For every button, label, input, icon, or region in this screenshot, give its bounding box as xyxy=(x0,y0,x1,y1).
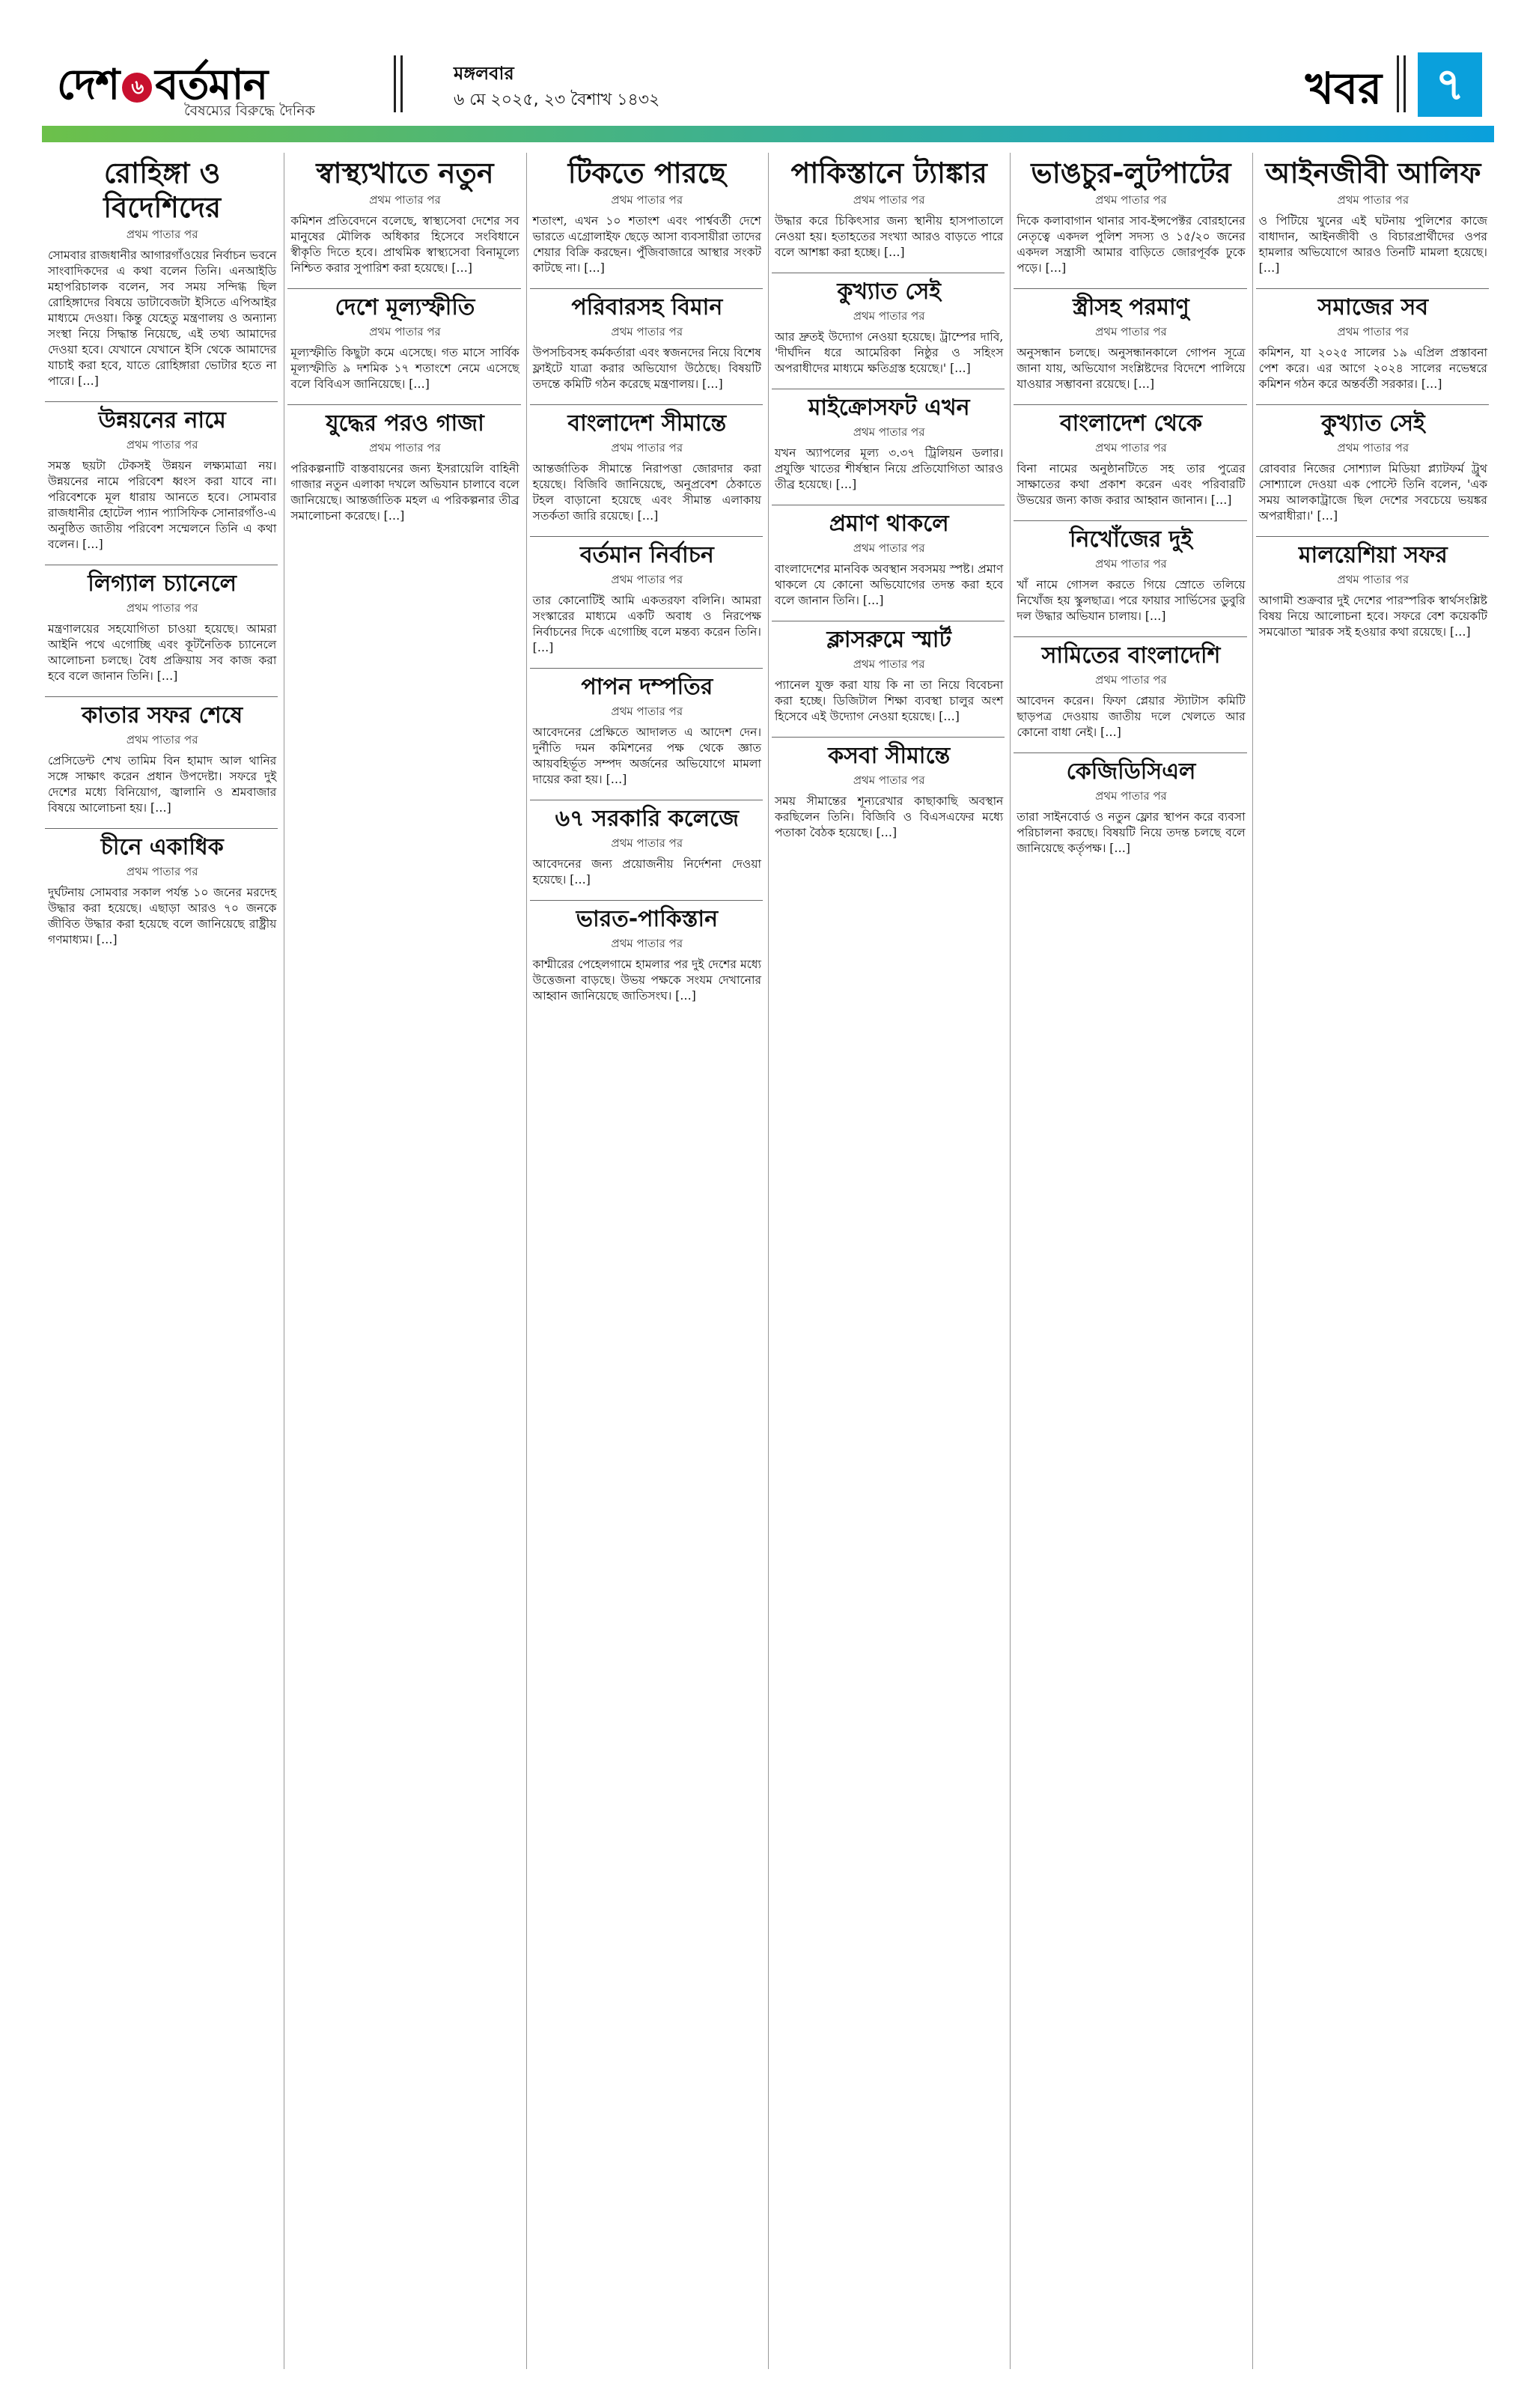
story-divider xyxy=(1256,404,1489,405)
dateline-date: ৬ মে ২০২৫, ২৩ বৈশাখ ১৪৩২ xyxy=(454,91,660,109)
news-story xyxy=(1253,410,1492,532)
story-body: উপসচিবসহ কর্মকর্তারা এবং স্বজনদের নিয়ে বিশেষ ফ্লাইটে যাত্রা করার অভিযোগ উঠেছে। বিষয়টি তদন্তে কমিটি গঠন করেছে মন্ত্রণালয়। […] xyxy=(532,346,761,391)
story-headline: মালয়েশিয়া সফর xyxy=(1298,542,1448,568)
story-divider xyxy=(45,401,278,402)
news-story xyxy=(284,294,523,400)
story-continued-label: প্রথম পাতার পর xyxy=(1337,193,1409,207)
story-body: তার কোনোটিই আমি একতরফা বলিনি। আমরা সংস্কারের মাধ্যমে একটি অবাধ ও নিরপেক্ষ নির্বাচনের দিকে এগোচ্ছি বলে মন্তব্য করেন তিনি। […] xyxy=(532,594,761,654)
news-story xyxy=(769,626,1008,732)
news-story xyxy=(1011,758,1249,864)
story-continued-label: প্রথম পাতার পর xyxy=(1095,673,1167,687)
story-headline: সমাজের সব xyxy=(1317,294,1429,320)
story-continued-label: প্রথম পাতার পর xyxy=(853,193,925,207)
story-body: বাংলাদেশের মানবিক অবস্থান সবসময় স্পষ্ট। প্রমাণ থাকলে যে কোনো অভিযোগের তদন্ত করা হবে বলে জানান তিনি। […] xyxy=(774,562,1004,607)
story-divider xyxy=(1014,636,1246,637)
story-continued-label: প্রথম পাতার পর xyxy=(853,773,925,787)
news-story xyxy=(527,905,766,1012)
story-divider xyxy=(1014,404,1246,405)
logo-mark-icon: ৬ xyxy=(122,73,152,103)
story-continued-label: প্রথম পাতার পর xyxy=(611,705,683,718)
news-story xyxy=(42,702,281,824)
story-continued-label: প্রথম পাতার পর xyxy=(853,657,925,671)
news-story xyxy=(1011,642,1249,748)
news-story xyxy=(42,407,281,560)
news-story xyxy=(527,805,766,896)
news-story xyxy=(769,156,1008,268)
news-story xyxy=(527,294,766,400)
newspaper-page xyxy=(42,42,1494,2371)
story-continued-label: প্রথম পাতার পর xyxy=(611,937,683,950)
story-body: কমিশন প্রতিবেদনে বলেছে, স্বাস্থ্যসেবা দেশের সব মানুষের মৌলিক অধিকার হিসেবে সংবিধানে স্বীকৃতি দিতে হবে। প্রাথমিক স্বাস্থ্যসেবা বিনামূল্যে নিশ্চিত করার সুপারিশ করা হয়েছে। […] xyxy=(290,214,519,275)
news-column-4 xyxy=(768,153,1008,2369)
masthead-color-bar xyxy=(42,126,1494,142)
news-story xyxy=(284,156,523,284)
story-body: উদ্ধার করে চিকিৎসার জন্য স্থানীয় হাসপাতালে নেওয়া হয়। হতাহতের সংখ্যা আরও বাড়তে পারে বলে আশঙ্কা করা হচ্ছে। […] xyxy=(774,214,1004,259)
story-headline: কাতার সফর শেষে xyxy=(82,702,243,729)
story-body: অনুসন্ধান চলছে। অনুসন্ধানকালে গোপন সূত্রে জানা যায়, অভিযোগ সংশ্লিষ্টদের বিদেশে পালিয়ে যাওয়ার সম্ভাবনা রয়েছে। […] xyxy=(1017,346,1246,391)
story-divider xyxy=(1014,752,1246,753)
story-headline: আইনজীবী আলিফ xyxy=(1265,156,1481,189)
story-headline: ভাঙচুর-লুটপাটের xyxy=(1031,156,1231,189)
story-headline: প্রমাণ থাকলে xyxy=(829,511,949,537)
story-headline: ৬৭ সরকারি কলেজে xyxy=(555,806,739,832)
story-body: মন্ত্রণালয়ের সহযোগিতা চাওয়া হয়েছে। আমরা আইনি পথে এগোচ্ছি এবং কূটনৈতিক চ্যানেলে আলোচনা চলছে। বৈধ প্রক্রিয়ায় সব কাজ করা হবে বলে জানান তিনি। […] xyxy=(48,622,277,683)
news-story xyxy=(527,673,766,795)
news-story xyxy=(527,410,766,532)
story-divider xyxy=(530,536,763,537)
story-body: শতাংশ, এখন ১০ শতাংশ এবং পার্শ্ববর্তী দেশে ভারতে এগ্রোলাইফ ছেড়ে আসা ব্যবসায়ীরা তাদের শেয়ার বিক্রি করছেন। পুঁজিবাজারে আস্থার সংকট কাটছে না। […] xyxy=(532,214,761,275)
story-body: আবেদনের প্রেক্ষিতে আদালত এ আদেশ দেন। দুর্নীতি দমন কমিশনের পক্ষ থেকে জ্ঞাত আয়বহির্ভূত সম্পদ অর্জনের অভিযোগে মামলা দায়ের করা হয়। […] xyxy=(532,726,761,786)
story-body: আর দ্রুতই উদ্যোগ নেওয়া হয়েছে। ট্রাম্পের দাবি, 'দীর্ঘদিন ধরে আমেরিকা নিষ্ঠুর ও সহিংস অপরাধীদের মাধ্যমে ক্ষতিগ্রস্ত হয়েছে।' […] xyxy=(774,330,1004,375)
story-continued-label: প্রথম পাতার পর xyxy=(853,425,925,439)
story-divider xyxy=(1256,536,1489,537)
story-divider xyxy=(45,696,278,697)
story-body: আগামী শুক্রবার দুই দেশের পারস্পরিক স্বার্থসংশ্লিষ্ট বিষয় নিয়ে আলোচনা হবে। সফরে বেশ কয়েকটি সমঝোতা স্মারক সই হওয়ার কথা রয়েছে। […] xyxy=(1258,594,1487,639)
story-divider xyxy=(1014,288,1246,289)
story-body: বিনা নামের অনুষ্ঠানটিতে সহ তার পুত্রের সাক্ষাতের কথা প্রকাশ করেন এবং পরিবারটি উভয়ের জন্য কাজ করার আহ্বান জানান। […] xyxy=(1017,462,1246,507)
story-body: সোমবার রাজধানীর আগারগাঁওয়ের নির্বাচন ভবনে সাংবাদিকদের এ কথা বলেন তিনি। এনআইডি মহাপরিচালক বলেন, সব সময় সন্দিগ্ধ ছিল রোহিঙ্গাদের বিষয়ে ডাটাবেজটা ইসিতে এপিআইর মাধ্যমে দেওয়া। কিন্তু যেহেতু মন্ত্রণালয় ও অন্যান্য সংস্থা নিয়ে সিদ্ধান্ত নিয়েছে, এই তথ্য আমাদের দেওয়া হবে। যেখানে যেখানে ইসি থেকে আমাদের যাচাই করা হবে, যাতে রোহিঙ্গারা ভোটার হতে না পারে। […] xyxy=(48,249,277,388)
story-headline: যুদ্ধের পরও গাজা xyxy=(326,410,484,437)
story-headline: উন্নয়নের নামে xyxy=(98,407,226,434)
story-headline: স্ত্রীসহ পরমাণু xyxy=(1073,294,1189,320)
story-headline: কসবা সীমান্তে xyxy=(828,743,951,769)
masthead xyxy=(42,42,1494,138)
story-body: তারা সাইনবোর্ড ও নতুন ফ্লোর স্থাপন করে ব্যবসা পরিচালনা করছে। বিষয়টি নিয়ে তদন্ত চলছে বলে জানিয়েছে কর্তৃপক্ষ। […] xyxy=(1017,810,1246,855)
story-continued-label: প্রথম পাতার পর xyxy=(1337,325,1409,338)
story-body: আন্তর্জাতিক সীমান্তে নিরাপত্তা জোরদার করা হয়েছে। বিজিবি জানিয়েছে, অনুপ্রবেশ ঠেকাতে টহল বাড়ানো হয়েছে এবং সীমান্ত এলাকায় সতর্কতা জারি রয়েছে। […] xyxy=(532,462,761,523)
story-headline: নিখোঁজের দুই xyxy=(1069,526,1193,553)
story-headline: রোহিঙ্গা ও বিদেশিদের xyxy=(103,156,222,224)
story-body: আবেদন করেন। ফিফা প্লেয়ার স্ট্যাটাস কমিটি ছাড়পত্র দেওয়ায় জাতীয় দলে খেলতে আর কোনো বাধা নেই। […] xyxy=(1017,694,1246,739)
story-divider xyxy=(530,900,763,901)
story-continued-label: প্রথম পাতার পর xyxy=(611,325,683,338)
story-continued-label: প্রথম পাতার পর xyxy=(369,441,441,454)
story-continued-label: প্রথম পাতার পর xyxy=(1095,193,1167,207)
news-story xyxy=(1011,294,1249,400)
story-body: রোববার নিজের সোশ্যাল মিডিয়া প্ল্যাটফর্ম ট্রুথ সোশ্যালে দেওয়া এক পোস্টে তিনি বলেন, 'এক সময় আলকাট্রাজে ছিল দেশের সবচেয়ে ভয়ঙ্কর অপরাধীরা।' […] xyxy=(1258,462,1487,523)
story-continued-label: প্রথম পাতার পর xyxy=(611,573,683,586)
story-body: প্যানেল যুক্ত করা যায় কি না তা নিয়ে বিবেচনা করা হচ্ছে। ডিজিটাল শিক্ষা ব্যবস্থা চালুর অংশ হিসেবে এই উদ্যোগ নেওয়া হয়েছে। […] xyxy=(774,678,1004,723)
newspaper-logo xyxy=(57,52,341,124)
story-divider xyxy=(530,668,763,669)
story-divider xyxy=(287,404,520,405)
story-headline: পাপন দম্পতির xyxy=(581,674,713,700)
story-headline: মাইক্রোসফট এখন xyxy=(808,395,970,421)
news-column-3 xyxy=(526,153,766,2369)
story-continued-label: প্রথম পাতার পর xyxy=(1095,557,1167,571)
story-continued-label: প্রথম পাতার পর xyxy=(853,309,925,323)
story-continued-label: প্রথম পাতার পর xyxy=(126,865,198,878)
news-story xyxy=(1253,294,1492,400)
story-continued-label: প্রথম পাতার পর xyxy=(611,193,683,207)
story-divider xyxy=(287,288,520,289)
news-story xyxy=(42,156,281,397)
story-headline: পরিবারসহ বিমান xyxy=(571,294,723,320)
story-body: প্রেসিডেন্ট শেখ তামিম বিন হামাদ আল থানির সঙ্গে সাক্ষাৎ করেন প্রধান উপদেষ্টা। সফরে দুই দেশের মধ্যে বিনিয়োগ, জ্বালানি ও শ্রমবাজার বিষয়ে আলোচনা হয়। […] xyxy=(48,754,277,815)
story-headline: চীনে একাধিক xyxy=(100,834,224,860)
story-continued-label: প্রথম পাতার পর xyxy=(853,541,925,555)
news-story xyxy=(769,278,1008,384)
story-continued-label: প্রথম পাতার পর xyxy=(1337,573,1409,586)
story-continued-label: প্রথম পাতার পর xyxy=(126,601,198,615)
news-column-2 xyxy=(284,153,523,2369)
story-body: কমিশন, যা ২০২৫ সালের ১৯ এপ্রিল প্রস্তাবনা পেশ করে। এর আগে ২০২৪ সালের নভেম্বরে কমিশন গঠন করে অন্তর্বর্তী সরকার। […] xyxy=(1258,346,1487,391)
story-continued-label: প্রথম পাতার পর xyxy=(369,325,441,338)
logo-right: বর্তমান xyxy=(155,61,268,109)
story-continued-label: প্রথম পাতার পর xyxy=(126,438,198,452)
story-body: দুর্ঘটনায় সোমবার সকাল পর্যন্ত ১০ জনের মরদেহ উদ্ধার করা হয়েছে। এছাড়া আরও ৭০ জনকে জীবিত উদ্ধার করা হয়েছে বলে জানিয়েছে রাষ্ট্রীয় গণমাধ্যম। […] xyxy=(48,886,277,946)
logo-left: দেশ xyxy=(57,61,120,109)
story-divider xyxy=(530,404,763,405)
dateline-day: মঙ্গলবার xyxy=(454,63,514,84)
story-headline: সামিতের বাংলাদেশি xyxy=(1041,642,1221,669)
story-continued-label: প্রথম পাতার পর xyxy=(1095,441,1167,454)
story-headline: বর্তমান নির্বাচন xyxy=(579,542,714,568)
news-story xyxy=(769,742,1008,848)
story-headline: ক্লাসরুমে স্মার্ট xyxy=(826,627,951,653)
story-divider xyxy=(1256,288,1489,289)
section-title: খবর xyxy=(1305,63,1382,114)
article-columns xyxy=(42,153,1494,2369)
news-column-1 xyxy=(42,153,281,2369)
story-continued-label: প্রথম পাতার পর xyxy=(611,836,683,850)
story-body: পরিকল্পনাটি বাস্তবায়নের জন্য ইসরায়েলি বাহিনী গাজার নতুন এলাকা দখলে অভিযান চালাবে বলে জানিয়েছে। আন্তর্জাতিক মহল এ পরিকল্পনার তীব্র সমালোচনা করেছে। […] xyxy=(290,462,519,523)
story-continued-label: প্রথম পাতার পর xyxy=(1095,789,1167,803)
news-story xyxy=(42,570,281,692)
story-continued-label: প্রথম পাতার পর xyxy=(126,228,198,241)
page-number-badge: ৭ xyxy=(1418,52,1482,117)
story-headline: কুখ্যাত সেই xyxy=(837,279,941,305)
story-headline: কেজিডিসিএল xyxy=(1066,758,1196,785)
masthead-separator xyxy=(394,55,403,112)
story-headline: কুখ্যাত সেই xyxy=(1320,410,1425,437)
news-story xyxy=(769,394,1008,500)
story-body: কাশ্মীরের পেহেলগামে হামলার পর দুই দেশের মধ্যে উত্তেজনা বাড়ছে। উভয় পক্ষকে সংযম দেখানোর আহ্বান জানিয়েছে জাতিসংঘ। […] xyxy=(532,958,761,1003)
story-continued-label: প্রথম পাতার পর xyxy=(369,193,441,207)
story-body: যখন অ্যাপলের মূল্য ৩.৩৭ ট্রিলিয়ন ডলার। প্রযুক্তি খাতের শীর্ষস্থান নিয়ে প্রতিযোগিতা আরও তীব্র হয়েছে। […] xyxy=(774,446,1004,491)
story-headline: বাংলাদেশ সীমান্তে xyxy=(567,410,727,437)
dateline xyxy=(454,60,659,114)
news-story xyxy=(42,833,281,955)
news-story xyxy=(769,510,1008,616)
news-story xyxy=(1253,156,1492,284)
story-continued-label: প্রথম পাতার পর xyxy=(1337,441,1409,454)
news-story xyxy=(1011,410,1249,516)
story-body: ও পিটিয়ে খুনের এই ঘটনায় পুলিশের কাজে বাধাদান, আইনজীবী ও বিচারপ্রার্থীদের ওপর হামলার অভিযোগে আরও তিনটি মামলা হয়েছে। […] xyxy=(1258,214,1487,275)
story-headline: পাকিস্তানে ট্যাঙ্কার xyxy=(790,156,987,189)
story-divider xyxy=(45,828,278,829)
story-divider xyxy=(530,288,763,289)
news-column-5 xyxy=(1010,153,1249,2369)
story-divider xyxy=(772,737,1005,738)
logo-tagline: বৈষম্যের বিরুদ্ধে দৈনিক xyxy=(184,103,315,119)
story-body: সময় সীমান্তের শূন্যরেখার কাছাকাছি অবস্থান করছিলেন তিনি। বিজিবি ও বিএসএফের মধ্যে পতাকা বৈঠক হয়েছে। […] xyxy=(774,794,1004,839)
news-story xyxy=(284,410,523,532)
story-continued-label: প্রথম পাতার পর xyxy=(611,441,683,454)
news-column-6 xyxy=(1252,153,1492,2369)
story-headline: লিগ্যাল চ্যানেলে xyxy=(88,571,237,597)
story-body: খাঁ নামে গোসল করতে গিয়ে স্রোতে তলিয়ে নিখোঁজ হয় স্কুলছাত্র। পরে ফায়ার সার্ভিসের ডুবুরি দল উদ্ধার অভিযান চালায়। […] xyxy=(1017,578,1246,623)
story-body: সমস্ত ছয়টা টেকসই উন্নয়ন লক্ষ্যমাত্রা নয়। উন্নয়নের নামে পরিবেশ ধ্বংস করা যাবে না। পরিবেশকে মূল ধারায় আনতে হবে। সোমবার রাজধানীর হোটেল প্যান প্যাসিফিক সোনারগাঁও-এ অনুষ্ঠিত জাতীয় পরিবেশ সম্মেলনে তিনি এ কথা বলেন। […] xyxy=(48,459,277,551)
story-headline: দেশে মূল্যস্ফীতি xyxy=(335,294,475,320)
news-story xyxy=(527,541,766,663)
story-body: দিকে কলাবাগান থানার সাব-ইন্সপেক্টর বোরহানের নেতৃত্বে একদল পুলিশ সদস্য ও ১৫/২০ জনের একদল সন্ত্রাসী আমার বাড়িতে জোরপূর্বক ঢুকে পড়ে। […] xyxy=(1017,214,1246,275)
story-divider xyxy=(1014,520,1246,521)
story-body: মূল্যস্ফীতি কিছুটা কমে এসেছে। গত মাসে সার্বিক মূল্যস্ফীতি ৯ দশমিক ১৭ শতাংশে নেমে এসেছে বলে বিবিএস জানিয়েছে। […] xyxy=(290,346,519,391)
story-headline: স্বাস্থ্যখাতে নতুন xyxy=(316,156,494,189)
news-story xyxy=(527,156,766,284)
news-story xyxy=(1011,526,1249,632)
story-headline: টিকতে পারছে xyxy=(567,156,726,189)
story-body: আবেদনের জন্য প্রয়োজনীয় নির্দেশনা দেওয়া হয়েছে। […] xyxy=(532,857,761,887)
story-headline: বাংলাদেশ থেকে xyxy=(1059,410,1202,437)
news-story xyxy=(1011,156,1249,284)
story-headline: ভারত-পাকিস্তান xyxy=(576,906,718,932)
section-separator xyxy=(1397,55,1406,112)
story-continued-label: প্রথম পাতার পর xyxy=(126,733,198,747)
story-continued-label: প্রথম পাতার পর xyxy=(1095,325,1167,338)
news-story xyxy=(1253,541,1492,648)
